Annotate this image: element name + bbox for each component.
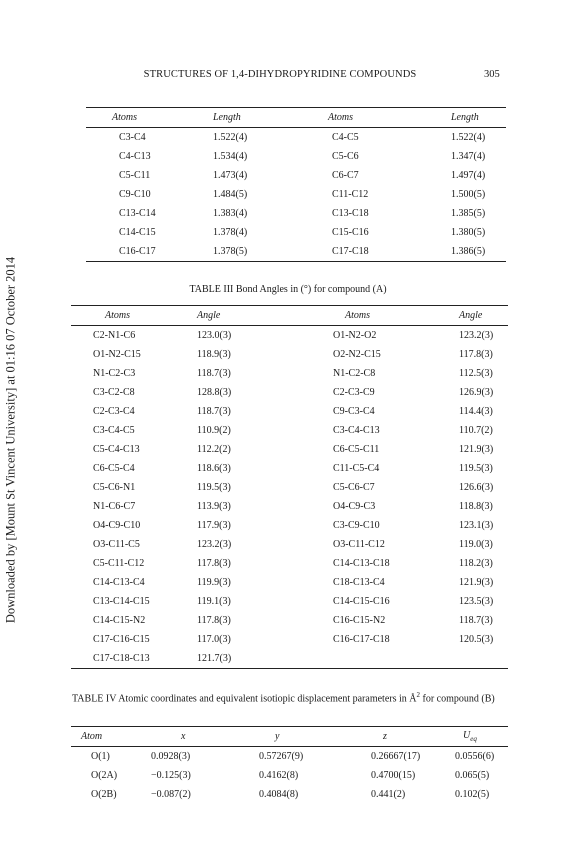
table-cell: O3-C11-C12 [333, 539, 385, 550]
table-cell: C17-C16-C15 [93, 634, 150, 645]
table-cell: 119.1(3) [197, 596, 231, 607]
column-header: Angle [197, 310, 221, 321]
table-cell: 0.4700(15) [371, 770, 416, 781]
page-number: 305 [484, 69, 500, 80]
table-cell: C11-C12 [332, 189, 369, 200]
table-cell: C2-C3-C4 [93, 406, 135, 417]
table-cell: 121.9(3) [459, 444, 494, 455]
table-row [71, 478, 508, 497]
table-cell: 118.7(3) [197, 368, 231, 379]
table-cell: 0.0928(3) [151, 751, 191, 762]
table-cell: 0.0556(6) [455, 751, 495, 762]
table4-caption-tail: for compound (B) [419, 693, 495, 705]
table-cell: 110.7(2) [459, 425, 493, 436]
table-row [86, 204, 506, 223]
table-cell: 1.383(4) [213, 208, 248, 219]
table-row [86, 242, 506, 262]
table-cell: 123.1(3) [459, 520, 494, 531]
table-cell: C3-C4-C5 [93, 425, 135, 436]
table-row [71, 516, 508, 535]
table-cell: 112.5(3) [459, 368, 493, 379]
table-cell: 117.8(3) [459, 349, 493, 360]
column-header: y [275, 731, 280, 742]
table-cell: 123.0(3) [197, 330, 232, 341]
page-header [0, 69, 576, 85]
table-cell: O1-N2-O2 [333, 330, 377, 341]
table-cell: C16-C17-C18 [333, 634, 390, 645]
table-row [71, 440, 508, 459]
table-cell: C16-C17 [119, 246, 156, 257]
table-cell: C6-C5-C4 [93, 463, 135, 474]
table-cell: O4-C9-C10 [93, 520, 141, 531]
table-cell: C6-C5-C11 [333, 444, 380, 455]
table-cell: 117.0(3) [197, 634, 231, 645]
table-cell: 126.6(3) [459, 482, 494, 493]
table-cell: 1.534(4) [213, 151, 248, 162]
table-cell: C4-C13 [119, 151, 151, 162]
table-row [71, 402, 508, 421]
table-cell: 0.4084(8) [259, 789, 299, 800]
table-row [71, 649, 508, 669]
table-cell: 1.522(4) [451, 132, 486, 143]
table4-caption-sup: 2 [416, 691, 420, 699]
table-cell [433, 649, 508, 669]
table-cell: 1.386(5) [451, 246, 486, 257]
table-cell: 118.9(3) [197, 349, 231, 360]
table-header-row [86, 108, 506, 128]
table-cell: 1.522(4) [213, 132, 248, 143]
table-row [86, 128, 506, 148]
table-row [71, 747, 508, 767]
table-row [86, 147, 506, 166]
table-row [86, 185, 506, 204]
table-cell: C13-C18 [332, 208, 369, 219]
table-cell: C14-C15-C16 [333, 596, 390, 607]
table-cell: −0.125(3) [151, 770, 191, 781]
table-cell: 1.378(5) [213, 246, 248, 257]
table-cell: 112.2(2) [197, 444, 231, 455]
table-cell: 119.5(3) [197, 482, 231, 493]
table-row [71, 326, 508, 346]
table-header-row [71, 727, 508, 747]
table-cell: 1.500(5) [451, 189, 486, 200]
table-cell: 119.5(3) [459, 463, 493, 474]
table-cell: C9-C10 [119, 189, 151, 200]
table-cell: 123.5(3) [459, 596, 494, 607]
table-cell: 118.2(3) [459, 558, 493, 569]
ueq-symbol: U [463, 730, 471, 741]
table-cell: C3-C2-C8 [93, 387, 135, 398]
table-cell: C13-C14 [119, 208, 156, 219]
table-row [71, 535, 508, 554]
table-row [71, 785, 508, 804]
table-cell: C5-C6-C7 [333, 482, 375, 493]
table-header-row [71, 306, 508, 326]
table-row [71, 459, 508, 478]
table-row [71, 421, 508, 440]
column-header: Atom [81, 731, 103, 742]
column-header: Angle [459, 310, 483, 321]
table-cell: 121.9(3) [459, 577, 494, 588]
table-cell: 0.102(5) [455, 789, 490, 800]
table-cell: C16-C15-N2 [333, 615, 386, 626]
table-cell: C5-C11 [119, 170, 151, 181]
table-cell: O4-C9-C3 [333, 501, 376, 512]
column-header: Atoms [105, 310, 130, 321]
ueq-subscript: eq [470, 735, 477, 743]
table-cell: C11-C5-C4 [333, 463, 380, 474]
download-note: Downloaded by [Mount St Vincent University] at 01:16 07 October 2014 [3, 256, 18, 624]
table4-caption-main: TABLE IV Atomic coordinates and equivalent isotiopic displacement parameters in Å [72, 693, 417, 705]
column-header [431, 727, 508, 747]
running-title: STRUCTURES OF 1,4-DIHYDROPYRIDINE COMPOUNDS [143, 69, 417, 80]
table-cell: 0.4162(8) [259, 770, 299, 781]
table-cell: O2-N2-C15 [333, 349, 381, 360]
table-cell: 117.8(3) [197, 615, 231, 626]
table-cell: O(2B) [91, 789, 117, 800]
table-cell: 1.484(5) [213, 189, 248, 200]
table-cell: 128.8(3) [197, 387, 232, 398]
table-row [86, 223, 506, 242]
table-cell: 1.378(4) [213, 227, 248, 238]
table-cell: 0.26667(17) [371, 751, 421, 762]
table-cell: C14-C15 [119, 227, 156, 238]
table4-caption [72, 689, 508, 705]
column-header: Atoms [328, 112, 353, 123]
atomic-coordinates-table [71, 726, 508, 804]
column-header: x [181, 731, 186, 742]
table-cell: N1-C6-C7 [93, 501, 136, 512]
table-row [71, 592, 508, 611]
table-cell: 121.7(3) [197, 653, 232, 664]
table-cell: 113.9(3) [197, 501, 231, 512]
table-cell: C14-C13-C4 [93, 577, 145, 588]
table-cell: 118.8(3) [459, 501, 493, 512]
table-cell: 126.9(3) [459, 387, 494, 398]
table-cell: 118.7(3) [197, 406, 231, 417]
table-cell: C5-C6 [332, 151, 359, 162]
table-cell: 118.6(3) [197, 463, 231, 474]
table-cell [305, 649, 433, 669]
table-cell: C14-C13-C18 [333, 558, 390, 569]
table-cell: C5-C6-N1 [93, 482, 136, 493]
table-cell: C17-C18-C13 [93, 653, 150, 664]
table-row [86, 166, 506, 185]
column-header: Length [451, 112, 479, 123]
table-cell: O(1) [91, 751, 110, 762]
table-cell: 119.0(3) [459, 539, 493, 550]
table-row [71, 766, 508, 785]
table-row [71, 573, 508, 592]
table-cell: C3-C4-C13 [333, 425, 380, 436]
table-cell: C4-C5 [332, 132, 359, 143]
table-cell: 0.065(5) [455, 770, 490, 781]
table-cell: 1.473(4) [213, 170, 248, 181]
table-cell: 1.380(5) [451, 227, 486, 238]
table-cell: 120.5(3) [459, 634, 494, 645]
table-cell: O1-N2-C15 [93, 349, 141, 360]
table-cell: C5-C4-C13 [93, 444, 140, 455]
table-cell: N1-C2-C8 [333, 368, 376, 379]
table-cell: 117.8(3) [197, 558, 231, 569]
table-cell: O(2A) [91, 770, 118, 781]
table-cell: O3-C11-C5 [93, 539, 140, 550]
table-cell: C18-C13-C4 [333, 577, 385, 588]
table-cell: C6-C7 [332, 170, 359, 181]
table-row [71, 345, 508, 364]
table-cell: N1-C2-C3 [93, 368, 136, 379]
table-cell: 0.57267(9) [259, 751, 304, 762]
table-cell: 1.497(4) [451, 170, 486, 181]
table-cell: C17-C18 [332, 246, 369, 257]
bond-lengths-table [86, 107, 506, 262]
bond-angles-table [71, 305, 508, 669]
table-cell: 118.7(3) [459, 615, 493, 626]
table-cell: C9-C3-C4 [333, 406, 375, 417]
table-cell: C5-C11-C12 [93, 558, 145, 569]
table-cell: 119.9(3) [197, 577, 231, 588]
table-row [71, 383, 508, 402]
table-cell: 0.441(2) [371, 789, 406, 800]
table3-caption: TABLE III Bond Angles in (°) for compound (A) [189, 284, 387, 295]
table-cell: 123.2(3) [197, 539, 232, 550]
table-cell: C3-C9-C10 [333, 520, 380, 531]
table-cell: C13-C14-C15 [93, 596, 150, 607]
table-cell: 110.9(2) [197, 425, 231, 436]
table-row [71, 630, 508, 649]
table-cell: 1.385(5) [451, 208, 486, 219]
column-header: z [383, 731, 387, 742]
table-cell: 114.4(3) [459, 406, 493, 417]
table-cell: 1.347(4) [451, 151, 486, 162]
table-row [71, 554, 508, 573]
table-cell: C2-N1-C6 [93, 330, 136, 341]
table-cell: 123.2(3) [459, 330, 494, 341]
table-row [71, 611, 508, 630]
table-row [71, 497, 508, 516]
table-cell: C14-C15-N2 [93, 615, 146, 626]
column-header: Length [213, 112, 241, 123]
table-cell: C3-C4 [119, 132, 146, 143]
column-header: Atoms [112, 112, 137, 123]
table-cell: −0.087(2) [151, 789, 191, 800]
column-header: Atoms [345, 310, 370, 321]
table-cell: C2-C3-C9 [333, 387, 375, 398]
table-cell: C15-C16 [332, 227, 369, 238]
table-cell: 117.9(3) [197, 520, 231, 531]
table-row [71, 364, 508, 383]
